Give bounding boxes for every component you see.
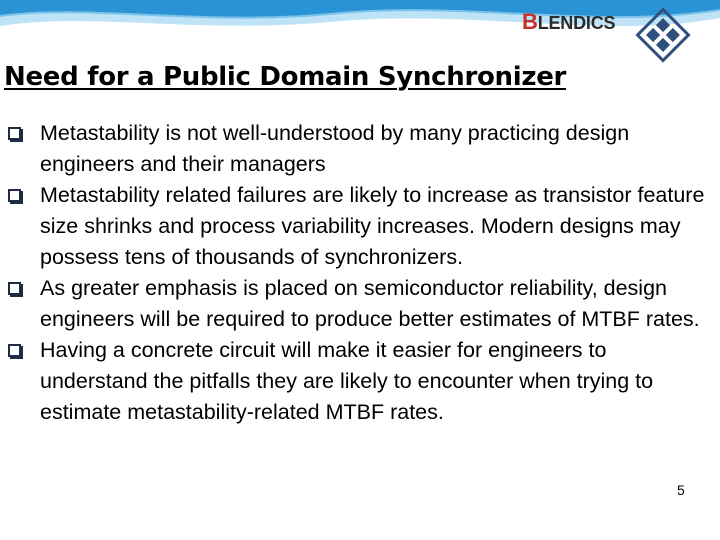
slide-title: Need for a Public Domain Synchronizer xyxy=(4,62,567,92)
logo-diamond-icon xyxy=(634,6,692,64)
bullet-text: Metastability related failures are likely to increase as transistor feature size shrinks and process variability increases. Modern designs may possess tens of thousands of synchronizers. xyxy=(40,183,705,269)
checkbox-bullet-icon xyxy=(8,282,21,295)
bullet-item xyxy=(6,118,718,180)
bullet-list xyxy=(6,118,718,428)
bullet-text: Metastability is not well-understood by many practicing design engineers and their managers xyxy=(40,121,630,176)
bullet-text: As greater emphasis is placed on semiconductor reliability, design engineers will be required to produce better estimates of MTBF rates. xyxy=(40,276,700,331)
company-logo xyxy=(522,9,615,35)
checkbox-bullet-icon xyxy=(8,189,21,202)
bullet-item xyxy=(6,335,718,428)
checkbox-bullet-icon xyxy=(8,344,21,357)
logo-name: LENDICS xyxy=(537,13,616,33)
bullet-item xyxy=(6,273,718,335)
logo-initial: B xyxy=(522,9,538,34)
bullet-item xyxy=(6,180,718,273)
checkbox-bullet-icon xyxy=(8,127,21,140)
page-number: 5 xyxy=(677,482,685,498)
bullet-text: Having a concrete circuit will make it easier for engineers to understand the pitfalls they are likely to encounter when trying to estimate metastability-related MTBF rates. xyxy=(40,338,654,424)
